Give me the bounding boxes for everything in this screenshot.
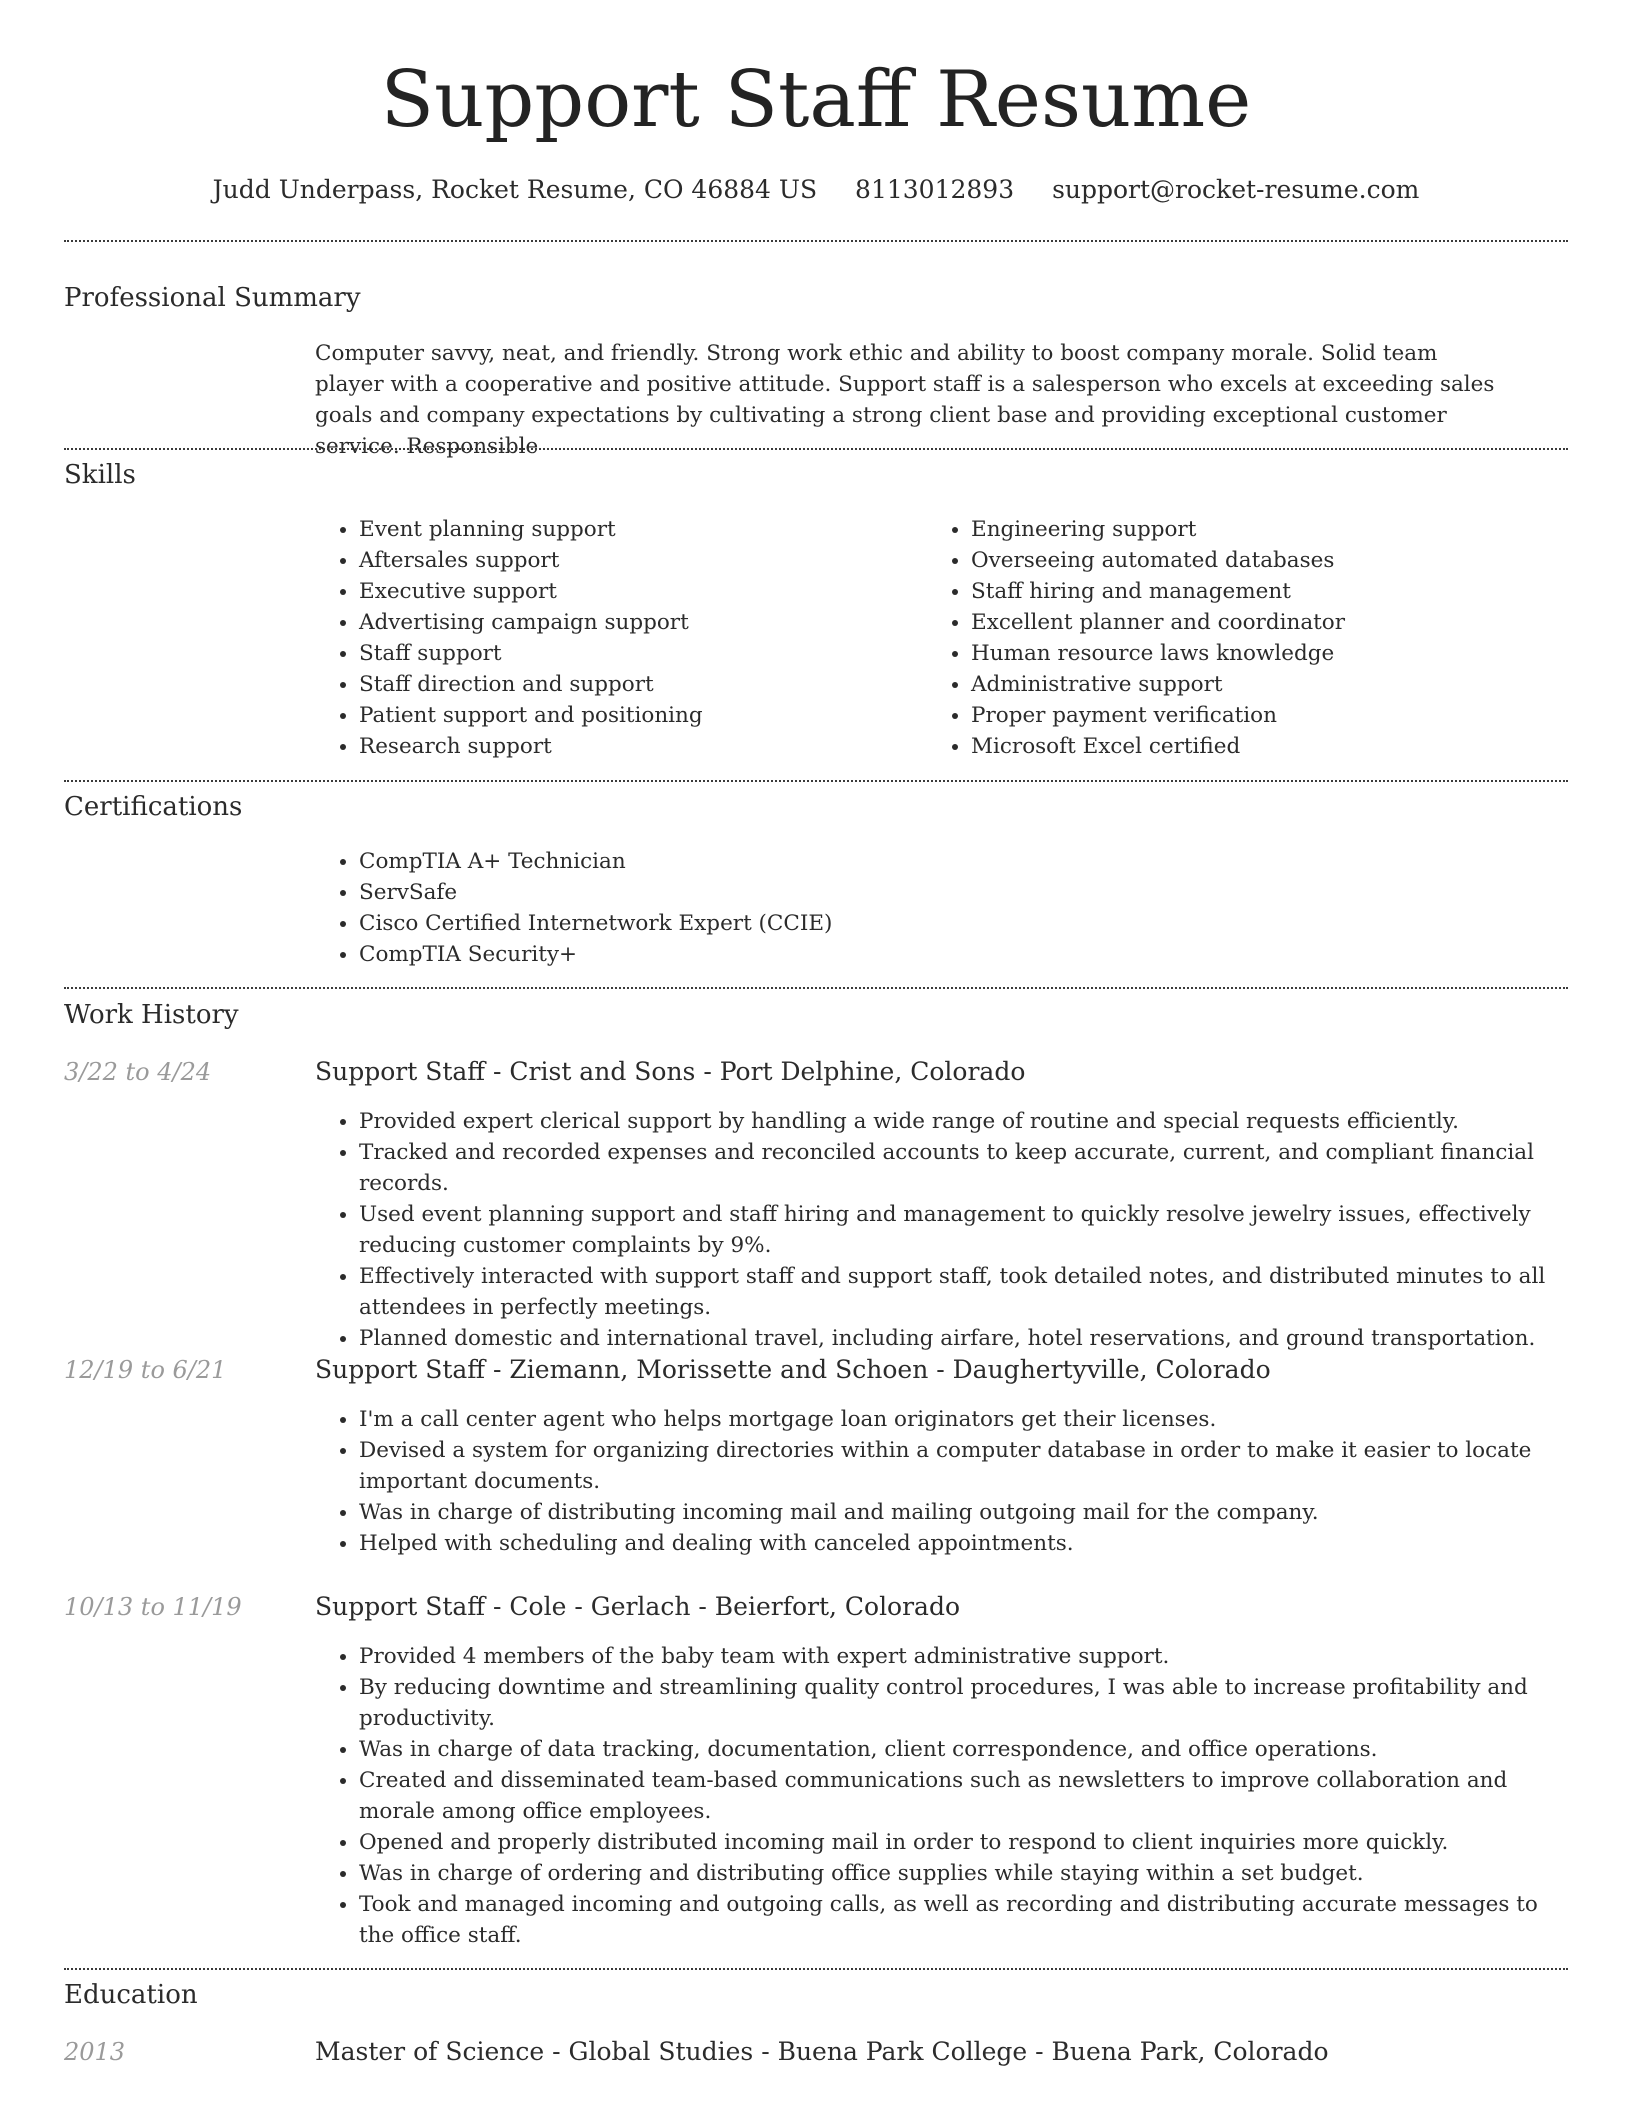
skills-list-right <box>927 514 1571 762</box>
job-title: Support Staff - Crist and Sons - Port Delphine, Colorado <box>315 1057 1026 1086</box>
list-item: • Staff support <box>359 638 919 669</box>
list-item: • Advertising campaign support <box>359 607 919 638</box>
list-item: • Was in charge of ordering and distributing office supplies while staying within a set budget. <box>359 1858 1569 1889</box>
skills-list-left <box>315 514 919 762</box>
list-item: • Excellent planner and coordinator <box>971 607 1571 638</box>
job-date: 12/19 to 6/21 <box>64 1356 227 1384</box>
list-item: • Proper payment verification <box>971 700 1571 731</box>
summary-text: Computer savvy, neat, and friendly. Strong work ethic and ability to boost company morale. Solid team player with a cooperative and positive attitude. Support staff is a salesperson who excels at exceeding sales goals and company expectations by cultivating a strong client base and providing exceptional customer service. Responsible <box>315 341 1495 459</box>
list-item: • Microsoft Excel certified <box>971 731 1571 762</box>
job-bullets <box>315 1106 1569 1354</box>
list-item: • Opened and properly distributed incoming mail in order to respond to client inquiries more quickly. <box>359 1827 1569 1858</box>
section-heading-summary: Professional Summary <box>64 283 361 313</box>
list-item: • Staff hiring and management <box>971 576 1571 607</box>
job-date: 10/13 to 11/19 <box>64 1593 242 1621</box>
list-item: • I'm a call center agent who helps mortgage loan originators get their licenses. <box>359 1404 1569 1435</box>
list-item: • ServSafe <box>359 877 1559 908</box>
divider <box>64 987 1568 989</box>
divider <box>64 448 1568 450</box>
list-item: • Administrative support <box>971 669 1571 700</box>
list-item: • Used event planning support and staff hiring and management to quickly resolve jewelry issues, effectively reducing customer complaints by 9%. <box>359 1199 1569 1261</box>
job-bullets <box>315 1404 1569 1559</box>
divider <box>64 1968 1568 1970</box>
list-item: • Overseeing automated databases <box>971 545 1571 576</box>
section-heading-education: Education <box>64 1980 198 2010</box>
contact-email: support@rocket-resume.com <box>1052 175 1420 204</box>
list-item: • CompTIA A+ Technician <box>359 846 1559 877</box>
list-item: • Devised a system for organizing directories within a computer database in order to make it easier to locate important documents. <box>359 1435 1569 1497</box>
list-item: • Human resource laws knowledge <box>971 638 1571 669</box>
list-item: • Was in charge of distributing incoming mail and mailing outgoing mail for the company. <box>359 1497 1569 1528</box>
list-item: • Patient support and positioning <box>359 700 919 731</box>
divider <box>64 780 1568 782</box>
list-item: • Staff direction and support <box>359 669 919 700</box>
divider <box>64 240 1568 242</box>
list-item: • Tracked and recorded expenses and reconciled accounts to keep accurate, current, and compliant financial records. <box>359 1137 1569 1199</box>
list-item: • Created and disseminated team-based communications such as newsletters to improve collaboration and morale among office employees. <box>359 1765 1569 1827</box>
education-date: 2013 <box>64 2038 126 2066</box>
list-item: • Effectively interacted with support staff and support staff, took detailed notes, and distributed minutes to all attendees in perfectly meetings. <box>359 1261 1569 1323</box>
list-item: • Was in charge of data tracking, documentation, client correspondence, and office operations. <box>359 1734 1569 1765</box>
list-item: • By reducing downtime and streamlining quality control procedures, I was able to increase profitability and productivity. <box>359 1672 1569 1734</box>
list-item: • Helped with scheduling and dealing with canceled appointments. <box>359 1528 1569 1559</box>
contact-address: Judd Underpass, Rocket Resume, CO 46884 US <box>212 175 818 204</box>
list-item: • Aftersales support <box>359 545 919 576</box>
list-item: • Provided expert clerical support by handling a wide range of routine and special requests efficiently. <box>359 1106 1569 1137</box>
education-degree: Master of Science - Global Studies - Buena Park College - Buena Park, Colorado <box>315 2037 1329 2066</box>
contact-phone: 8113012893 <box>855 175 1015 204</box>
job-date: 3/22 to 4/24 <box>64 1058 212 1086</box>
list-item: • Executive support <box>359 576 919 607</box>
section-heading-certifications: Certifications <box>64 792 243 822</box>
section-heading-work-history: Work History <box>64 1000 239 1030</box>
list-item: • Planned domestic and international travel, including airfare, hotel reservations, and ground transportation. <box>359 1323 1569 1354</box>
list-item: • Provided 4 members of the baby team with expert administrative support. <box>359 1641 1569 1672</box>
job-bullets <box>315 1641 1569 1951</box>
list-item: • CompTIA Security+ <box>359 939 1559 970</box>
certifications-list <box>315 846 1559 970</box>
list-item: • Research support <box>359 731 919 762</box>
resume-title: Support Staff Resume <box>380 55 1252 145</box>
section-heading-skills: Skills <box>64 460 136 490</box>
job-title: Support Staff - Ziemann, Morissette and Schoen - Daughertyville, Colorado <box>315 1355 1271 1384</box>
list-item: • Cisco Certified Internetwork Expert (CCIE) <box>359 908 1559 939</box>
contact-line <box>64 170 1568 210</box>
list-item: • Engineering support <box>971 514 1571 545</box>
job-title: Support Staff - Cole - Gerlach - Beierfort, Colorado <box>315 1592 961 1621</box>
list-item: • Event planning support <box>359 514 919 545</box>
list-item: • Took and managed incoming and outgoing calls, as well as recording and distributing accurate messages to the office staff. <box>359 1889 1569 1951</box>
